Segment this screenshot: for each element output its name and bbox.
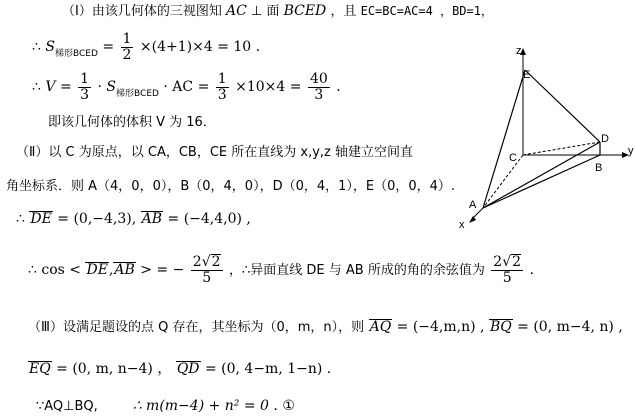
- vector-aq: AQ: [369, 319, 392, 335]
- part3-vectors-line: [28, 360, 331, 378]
- therefore-symbol: ∴: [28, 262, 37, 278]
- x-arrow-icon: [469, 216, 476, 223]
- radicand: 2: [211, 254, 221, 270]
- coef: 2: [493, 254, 503, 270]
- frac-num: 1: [122, 30, 132, 47]
- therefore-symbol: ∴: [32, 79, 41, 95]
- vector-de-value: = (0,−4,3),: [57, 211, 137, 227]
- vector-aq-value: = (−4,m,n) ,: [396, 319, 485, 335]
- vector-bq: BQ: [489, 319, 512, 335]
- frac-num: 2√2: [493, 254, 522, 270]
- vector-qd: QD: [176, 361, 200, 377]
- volume-result: 即该几何体的体积 V 为 16．: [48, 115, 216, 130]
- vector-eq: EQ: [29, 361, 51, 377]
- area-formula: [32, 28, 260, 73]
- edge-ab: [483, 155, 603, 208]
- vector-ab-value: = (−4,4,0) ,: [167, 211, 251, 227]
- final-line: [36, 397, 295, 416]
- part3-line: [28, 318, 623, 337]
- frac-num: 40: [309, 70, 328, 87]
- cos-open: cos <: [41, 262, 82, 278]
- area-subscript: 梯形BCED: [54, 49, 98, 59]
- therefore-symbol: ∴: [32, 39, 41, 55]
- coef: 2: [192, 254, 202, 270]
- frac-den: 2: [122, 46, 132, 63]
- plane-bced: BCED: [283, 3, 327, 19]
- volume-mid: · AC =: [163, 79, 210, 95]
- frac-den: 3: [217, 86, 227, 103]
- frac-num: 1: [217, 70, 227, 87]
- frac-num: 2√2: [192, 254, 221, 270]
- label-x: x: [459, 219, 465, 231]
- lengths-text: EC=BC=AC=4 ，BD=1，: [360, 4, 493, 18]
- vector-qd-value: = (0, 4−m, 1−n) .: [204, 361, 332, 377]
- fraction-cos-answer: [491, 254, 523, 286]
- vector-bq-value: = (0, m−4, n) ,: [517, 319, 623, 335]
- label-c: C: [509, 152, 517, 164]
- area-symbol: S: [106, 79, 117, 95]
- period: .: [336, 79, 341, 95]
- equals: =: [59, 79, 72, 95]
- cosine-statement: ，∴异面直线 DE 与 AB 所成的角的余弦值为: [229, 263, 485, 278]
- vector-de: DE: [30, 211, 52, 227]
- equals: =: [102, 39, 115, 55]
- area-rest: ×(4+1)×4 = 10 .: [139, 39, 261, 55]
- line-ac: AC: [225, 3, 247, 19]
- part1-heading-line: [62, 2, 493, 21]
- edge-ed: [525, 70, 600, 142]
- fraction-cos-value: [191, 254, 223, 286]
- fraction-third-2: [216, 72, 229, 103]
- part3-heading: （Ⅲ）设满足题设的点 Q 存在，其坐标为（0，m，n），则: [28, 320, 365, 335]
- equation-one: ∴ m(m−4) + n² = 0 .: [132, 398, 278, 414]
- circled-one: ①: [282, 398, 295, 414]
- x-axis-hidden: [483, 155, 523, 208]
- comma: ,: [108, 262, 114, 278]
- label-e: E: [523, 69, 531, 81]
- coordinates-line: 角坐标系．则 A（4，0，0），B（0，4，0），D（0，4，1），E（0，0，4）.: [6, 179, 456, 194]
- frac-den: 5: [502, 270, 512, 286]
- frac-num: 1: [80, 70, 90, 87]
- label-a: A: [469, 199, 477, 211]
- volume-formula: [32, 68, 341, 113]
- label-d: D: [601, 133, 609, 145]
- vector-ab: AB: [141, 211, 163, 227]
- vector-ab: AB: [114, 262, 135, 278]
- vector-line: [16, 210, 251, 228]
- dot: ·: [97, 79, 102, 95]
- label-b: B: [595, 162, 603, 174]
- frac-den: 3: [314, 86, 324, 103]
- plane-word: 面: [266, 4, 280, 19]
- cos-close: > = −: [140, 262, 185, 278]
- period: .: [529, 262, 534, 278]
- fraction-third-1: [78, 72, 91, 103]
- radicand: 2: [512, 254, 522, 270]
- vector-de: DE: [86, 262, 108, 278]
- therefore-symbol: ∴: [16, 211, 25, 227]
- volume-mid2: ×10×4 =: [235, 79, 302, 95]
- fraction-forty-thirds: [308, 72, 330, 103]
- area-symbol: S: [45, 39, 55, 55]
- area-subscript: 梯形BCED: [116, 89, 159, 99]
- fraction-half: [121, 32, 134, 63]
- vector-eq-value: = (0, m, n−4) ，: [56, 361, 172, 377]
- part2-heading: （Ⅱ）以 C 为原点，以 CA，CB，CE 所在直线为 x,y,z 轴建立空间直: [16, 145, 414, 160]
- frac-den: 3: [80, 86, 90, 103]
- label-y: y: [628, 145, 634, 157]
- perp-symbol: ⊥: [250, 4, 263, 19]
- frac-den: 5: [202, 270, 212, 286]
- part1-heading: （Ⅰ）由该几何体的三视图知: [62, 4, 222, 19]
- perp-condition: ∵AQ⊥BQ,: [36, 399, 98, 414]
- relation-tail: ，且: [330, 4, 357, 19]
- volume-symbol: V: [45, 79, 56, 95]
- cosine-line: [28, 250, 534, 291]
- geometry-figure: [445, 40, 635, 240]
- label-z: z: [516, 45, 522, 57]
